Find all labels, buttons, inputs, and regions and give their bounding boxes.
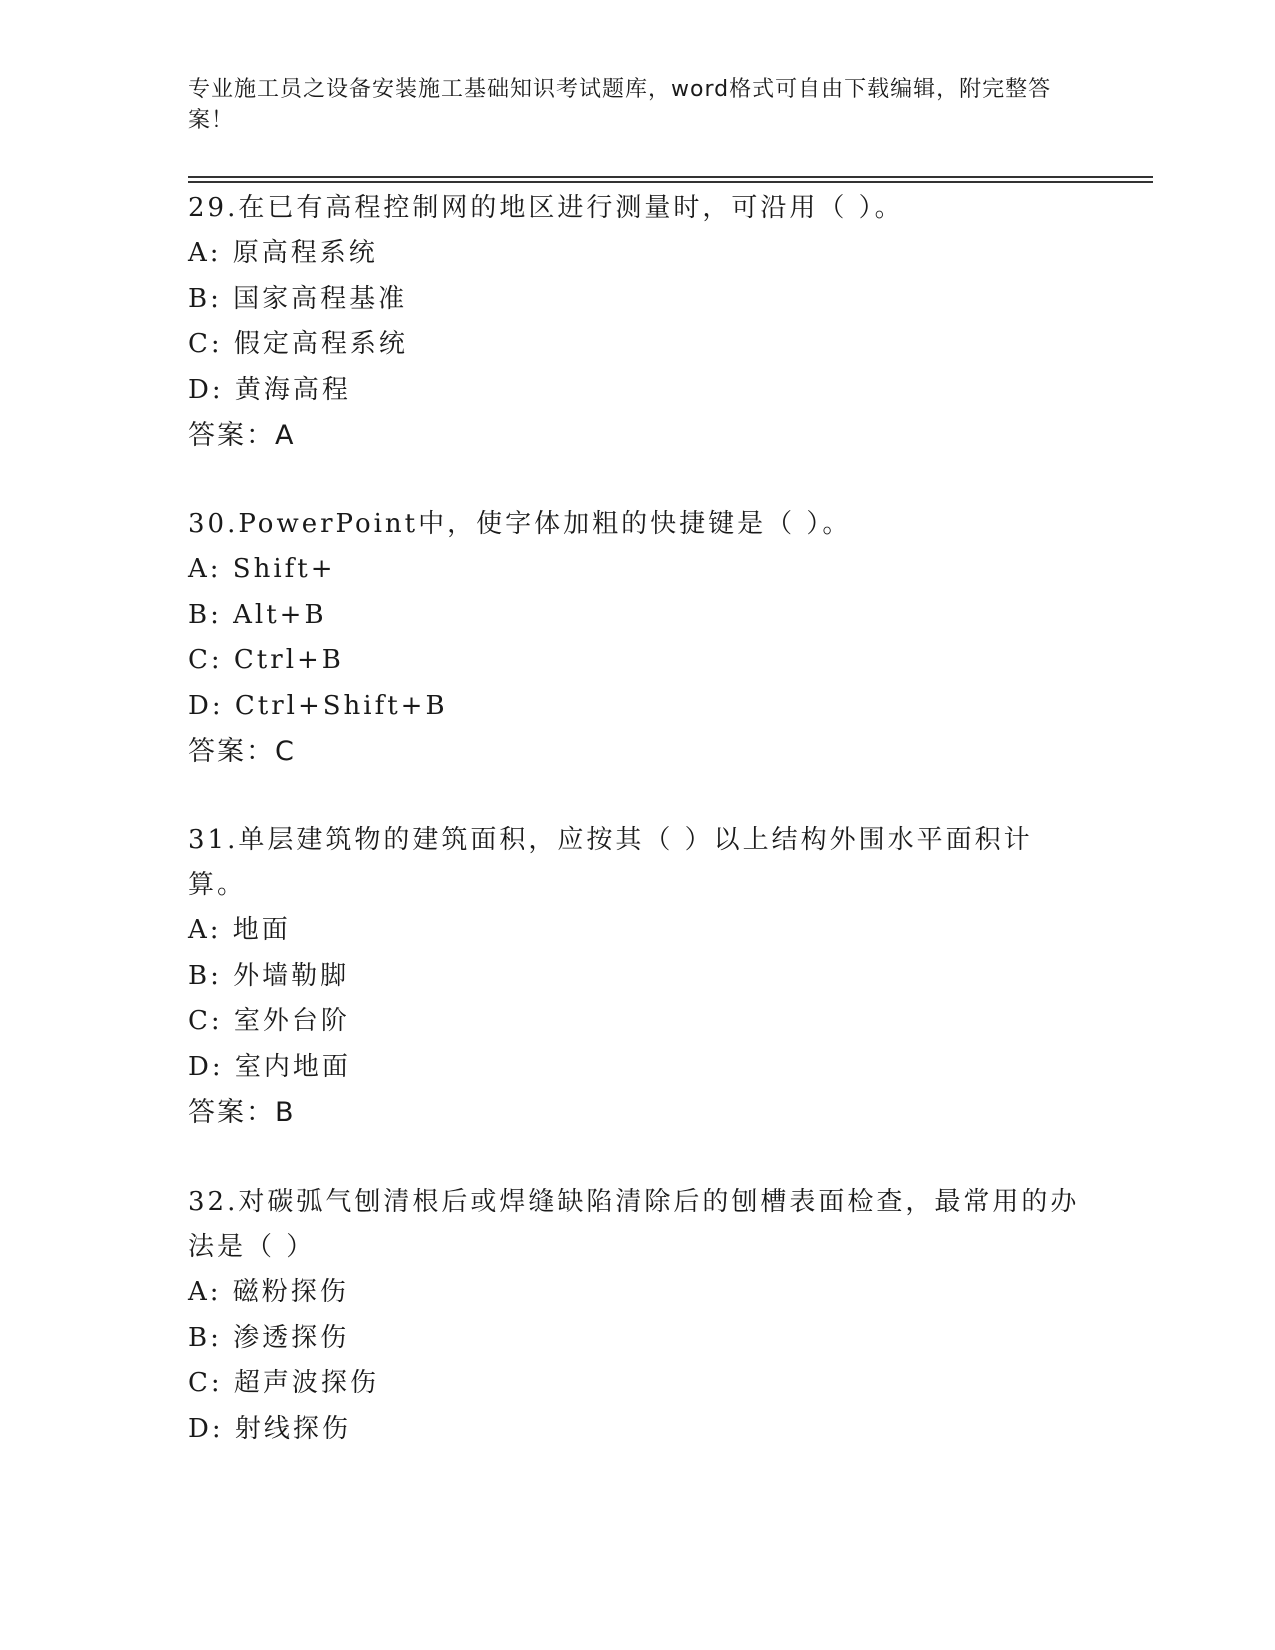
option-d: D: Ctrl+Shift+B [188, 690, 448, 721]
option-b: B: 国家高程基准 [188, 283, 408, 314]
option-b: B: Alt+B [188, 599, 327, 630]
question-title: 32.对碳弧气刨清根后或焊缝缺陷清除后的刨槽表面检查，最常用的办法是（ ） [188, 1187, 1080, 1262]
option-c: C: 室外台阶 [188, 1006, 350, 1036]
option-c: C: 假定高程系统 [188, 329, 408, 359]
option-c: C: Ctrl+B [188, 645, 344, 675]
option-d: D: 黄海高程 [188, 374, 351, 405]
question-title: 30.PowerPoint中，使字体加粗的快捷键是（ ）。 [188, 509, 852, 539]
header-rule-bottom [188, 181, 1153, 183]
question-30 [188, 502, 1088, 775]
document-header: 专业施工员之设备安装施工基础知识考试题库，word格式可自由下载编辑，附完整答案！ [188, 77, 1052, 133]
option-a: A: 原高程系统 [188, 238, 378, 268]
question-31 [188, 818, 1088, 1136]
option-a: A: 磁粉探伤 [188, 1277, 349, 1307]
question-title: 29.在已有高程控制网的地区进行测量时，可沿用（ ）。 [188, 193, 904, 223]
question-title: 31.单层建筑物的建筑面积，应按其（ ）以上结构外围水平面积计算。 [188, 825, 1033, 900]
option-d: D: 室内地面 [188, 1051, 351, 1082]
question-32 [188, 1180, 1088, 1452]
option-c: C: 超声波探伤 [188, 1368, 379, 1398]
option-a: A: Shift+ [188, 554, 336, 584]
option-a: A: 地面 [188, 915, 291, 945]
option-b: B: 渗透探伤 [188, 1322, 350, 1353]
header-rule-top [188, 176, 1153, 178]
answer: 答案：A [188, 420, 296, 451]
answer: 答案：C [188, 736, 296, 767]
answer: 答案：B [188, 1097, 296, 1128]
option-d: D: 射线探伤 [188, 1413, 351, 1444]
option-b: B: 外墙勒脚 [188, 960, 350, 991]
question-29 [188, 186, 1088, 459]
